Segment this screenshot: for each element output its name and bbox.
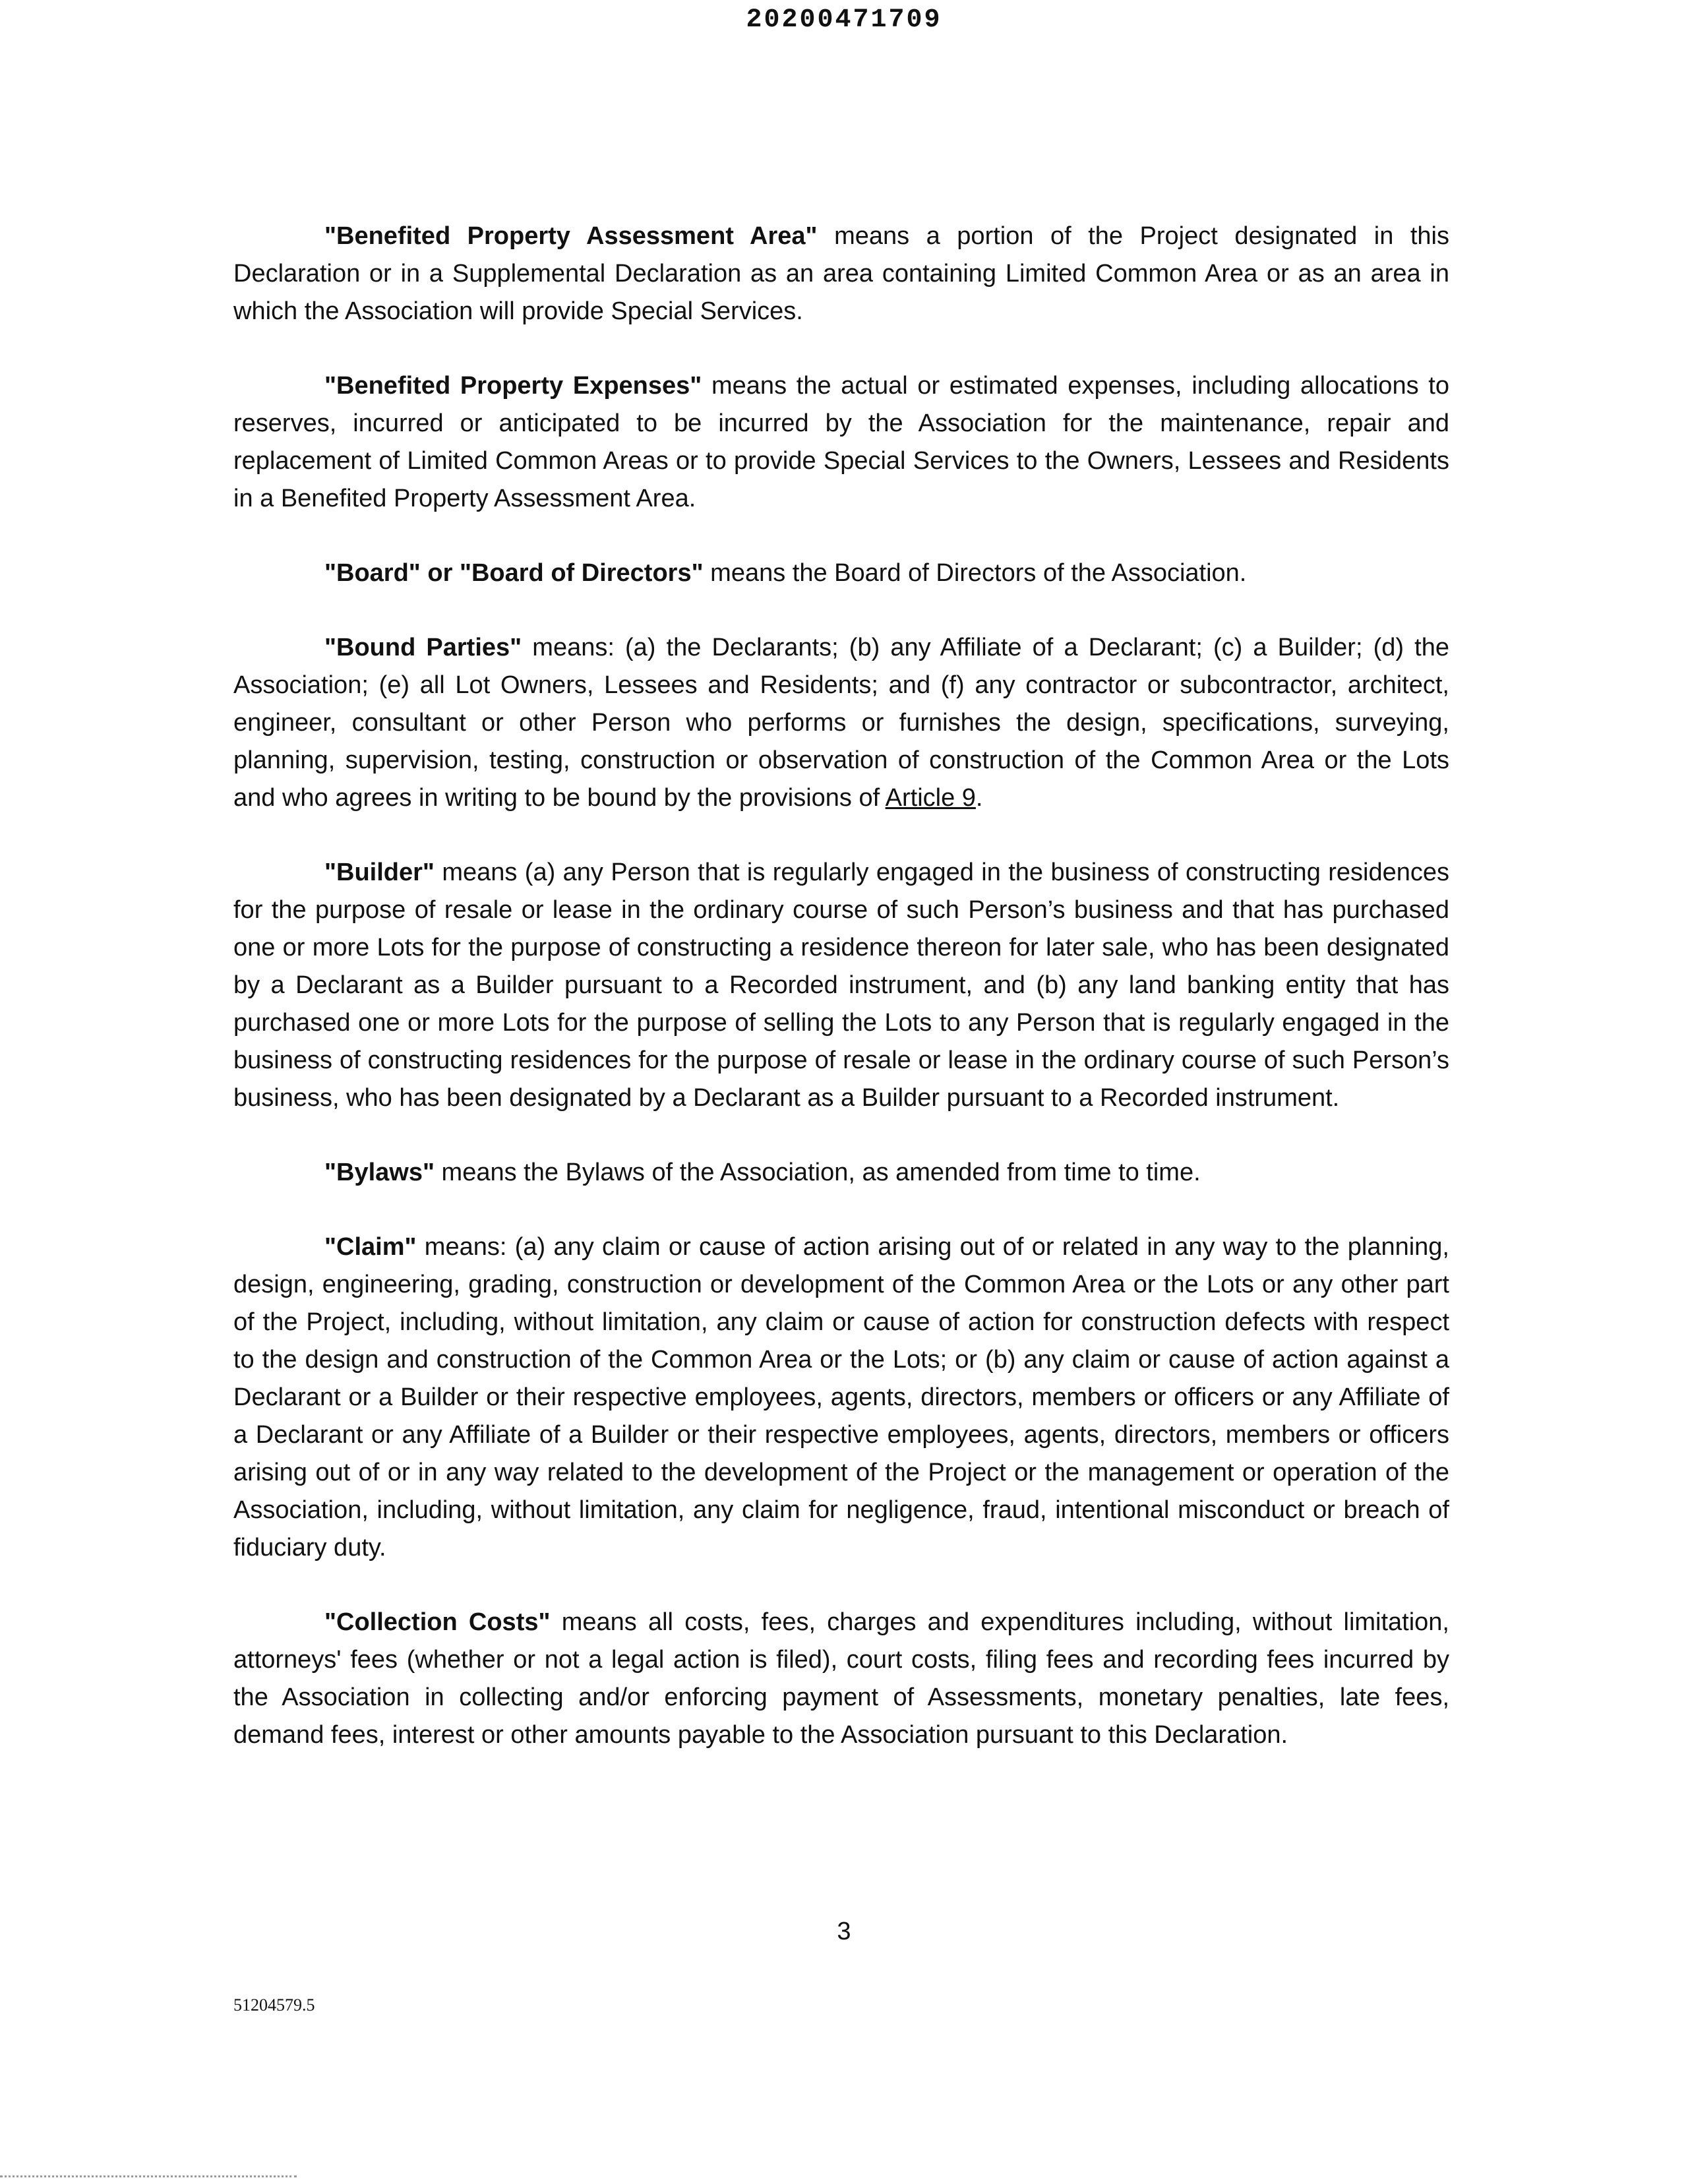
defined-term: "Collection Costs" xyxy=(324,1608,551,1636)
defined-term: "Benefited Property Expenses" xyxy=(324,372,702,400)
defined-term: "Claim" xyxy=(324,1233,417,1261)
definition-bound-parties xyxy=(233,629,1449,817)
defined-term: "Board of Directors" xyxy=(459,559,704,587)
definition-text: means all costs, fees, charges and expenditures including, without limitation, attorneys' fees (whether or not a legal action is filed), court costs, filing fees and recording fees incurred by the Association in collecting and/or enforcing payment of Assessments, monetary penalties, late fees, demand fees, interest or other amounts payable to the Association pursuant to this Declaration. xyxy=(233,1608,1449,1749)
defined-term: "Board" xyxy=(324,559,421,587)
definition-benefited-property-expenses xyxy=(233,367,1449,518)
definition-board xyxy=(233,555,1449,592)
definition-text-end: . xyxy=(975,784,983,812)
definition-text: means (a) any Person that is regularly engaged in the business of constructing residences for the purpose of resale or lease in the ordinary course of such Person’s business and that has purchased one or more Lots for the purpose of constructing a residence thereon for later sale, who has been designated by a Declarant as a Builder pursuant to a Recorded instrument, and (b) any land banking entity that has purchased one or more Lots for the purpose of selling the Lots to any Person that is regularly engaged in the business of constructing residences for the purpose of resale or lease in the ordinary course of such Person’s business, who has been designated by a Declarant as a Builder pursuant to a Recorded instrument. xyxy=(233,859,1449,1112)
definition-builder xyxy=(233,854,1449,1117)
definition-benefited-property-assessment-area xyxy=(233,218,1449,330)
article-reference: Article 9 xyxy=(885,784,976,812)
definition-collection-costs xyxy=(233,1604,1449,1754)
defined-term: "Bylaws" xyxy=(324,1159,435,1186)
definition-claim xyxy=(233,1228,1449,1567)
defined-term-connector: or xyxy=(420,559,460,587)
defined-term: "Benefited Property Assessment Area" xyxy=(324,222,818,250)
page-number: 3 xyxy=(837,1918,851,1945)
definition-text: means: (a) the Declarants; (b) any Affiliate of a Declarant; (c) a Builder; (d) the Association; (e) all Lot Owners, Lessees and Residents; and (f) any contractor or subcontractor, architect, engineer, consultant or other Person who performs or furnishes the design, specifications, surveying, planning, supervision, testing, construction or observation of construction of the Common Area or the Lots and who agrees in writing to be bound by the provisions of xyxy=(233,634,1449,812)
recording-number: 20200471709 xyxy=(746,5,942,35)
definition-text: means the actual or estimated expenses, including allocations to reserves, incurred or anticipated to be incurred by the Association for the maintenance, repair and replacement of Limited Common Areas or to provide Special Services to the Owners, Lessees and Residents in a Benefited Property Assessment Area. xyxy=(233,372,1449,512)
definition-text: means a portion of the Project designated in this Declaration or in a Supplemental Declaration as an area containing Limited Common Area or as an area in which the Association will provide Special Services. xyxy=(233,222,1450,325)
definition-text: means the Board of Directors of the Association. xyxy=(703,559,1247,587)
definition-text: means the Bylaws of the Association, as amended from time to time. xyxy=(435,1159,1201,1186)
defined-term: "Bound Parties" xyxy=(324,634,522,661)
document-id: 51204579.5 xyxy=(233,1995,315,2015)
scan-edge-artifact xyxy=(0,2175,297,2177)
definition-bylaws xyxy=(233,1154,1449,1192)
defined-term: "Builder" xyxy=(324,859,435,886)
definitions-body xyxy=(233,218,1449,1791)
definition-text: means: (a) any claim or cause of action arising out of or related in any way to the planning, design, engineering, grading, construction or development of the Common Area or the Lots or any other part of the Project, including, without limitation, any claim or cause of action for construction defects with respect to the design and construction of the Common Area or the Lots; or (b) any claim or cause of action against a Declarant or a Builder or their respective employees, agents, directors, members or officers or any Affiliate of a Declarant or any Affiliate of a Builder or their respective employees, agents, directors, members or officers arising out of or in any way related to the development of the Project or the management or operation of the Association, including, without limitation, any claim for negligence, fraud, intentional misconduct or breach of fiduciary duty. xyxy=(233,1233,1449,1562)
